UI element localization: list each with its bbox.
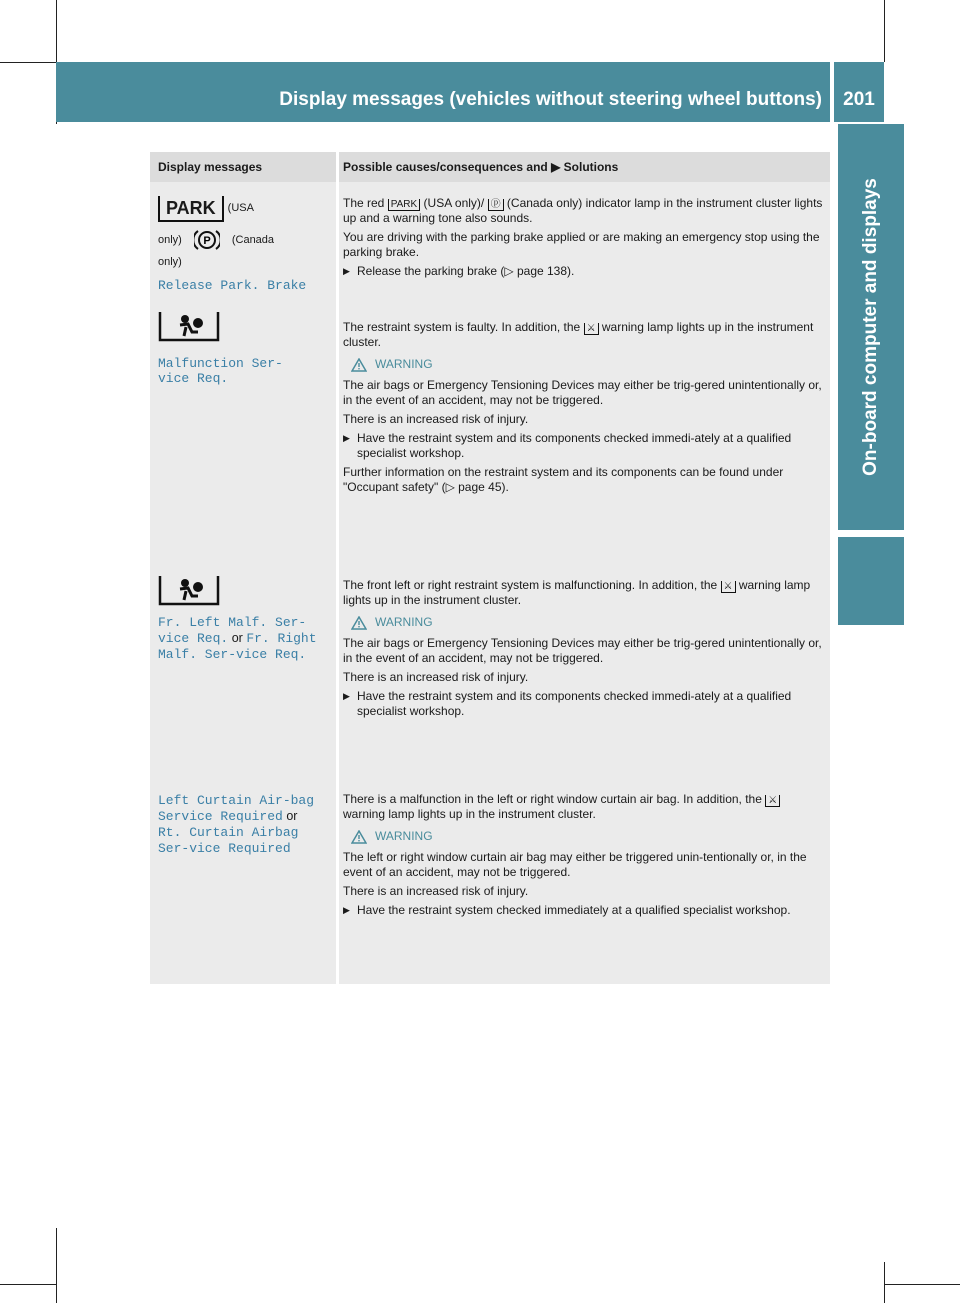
row-4-solution-cell bbox=[343, 792, 825, 922]
usa-note: (USA bbox=[227, 202, 254, 214]
airbag-warning-lamp-icon: ⚔ bbox=[721, 581, 736, 593]
park-lamp-icon: PARK bbox=[388, 199, 421, 211]
warning-label: WARNING bbox=[375, 829, 433, 843]
row-1-solution-cell bbox=[343, 196, 825, 283]
airbag-warning-lamp-icon: ⚔ bbox=[765, 795, 780, 807]
step-text: Have the restraint system and its components checked immedi-ately at a qualified specialist workshop. bbox=[357, 431, 792, 460]
row-2-message-cell bbox=[158, 312, 328, 386]
airbag-warning-lamp-icon bbox=[158, 312, 220, 342]
warning-heading bbox=[351, 357, 825, 372]
solution-step bbox=[343, 903, 825, 918]
row-1-message-cell bbox=[158, 196, 328, 293]
or-text: or bbox=[286, 809, 298, 823]
airbag-warning-lamp-icon: ⚔ bbox=[584, 323, 599, 335]
risk-text: There is an increased risk of injury. bbox=[343, 412, 529, 426]
warning-label: WARNING bbox=[375, 357, 433, 371]
warning-triangle-icon bbox=[351, 830, 367, 844]
crop-mark bbox=[884, 1284, 960, 1285]
text: The restraint system is faulty. In addition, the bbox=[343, 320, 581, 334]
crop-mark bbox=[884, 1262, 885, 1303]
warning-heading bbox=[351, 615, 825, 630]
step-text: Have the restraint system and its components checked immedi-ately at a qualified specialist workshop. bbox=[357, 689, 792, 718]
warning-text: The air bags or Emergency Tensioning Devices may either be trig-gered unintentionally or, in the event of an accident, may not be triggered. bbox=[343, 636, 822, 665]
arrow-icon: ▶ bbox=[343, 691, 350, 701]
canada-note: (Canada bbox=[231, 234, 275, 246]
front-right-malfunction-message: Fr. Right Malf. Ser-vice Req. bbox=[158, 631, 317, 662]
row-2-solution-cell bbox=[343, 320, 825, 499]
crop-mark bbox=[884, 0, 885, 62]
solution-step bbox=[343, 431, 825, 461]
front-left-malfunction-message: Fr. Left Malf. Ser-vice Req. bbox=[158, 615, 307, 646]
only-note: only) bbox=[158, 234, 182, 246]
solution-step bbox=[343, 689, 825, 719]
column-header-solutions: Possible causes/consequences and ▶ Solutions bbox=[343, 160, 619, 174]
page-number: 201 bbox=[843, 89, 875, 110]
text: The red bbox=[343, 196, 385, 210]
section-side-tab-label: On-board computer and displays bbox=[860, 178, 881, 476]
row-3-solution-cell bbox=[343, 578, 825, 723]
warning-heading bbox=[351, 829, 825, 844]
text: warning lamp lights up in the instrument cluster. bbox=[343, 807, 596, 821]
text: (Canada only) indicator lamp in the instrument cluster lights up and a warning tone also sounds. bbox=[343, 196, 823, 225]
cause-text: You are driving with the parking brake applied or are making an emergency stop using the parking brake. bbox=[343, 230, 820, 259]
crop-mark bbox=[0, 1284, 56, 1285]
warning-triangle-icon bbox=[351, 616, 367, 630]
step-text: Release the parking brake (▷ page 138). bbox=[357, 264, 575, 278]
text: (USA only)/ bbox=[423, 196, 485, 210]
display-messages-table bbox=[150, 152, 830, 984]
arrow-icon: ▶ bbox=[343, 905, 350, 915]
park-circle-icon bbox=[194, 228, 220, 252]
text: warning lamp lights up in the instrument cluster. bbox=[343, 578, 811, 607]
warning-text: The air bags or Emergency Tensioning Devices may either be trig-gered unintentionally or, in the event of an accident, may not be triggered. bbox=[343, 378, 822, 407]
row-4-message-cell bbox=[158, 792, 328, 856]
airbag-warning-lamp-icon bbox=[158, 576, 220, 606]
text: warning lamp lights up in the instrument cluster. bbox=[343, 320, 814, 349]
malfunction-message: Malfunction Ser-vice Req. bbox=[158, 356, 283, 386]
crop-mark bbox=[0, 62, 56, 63]
crop-mark bbox=[56, 1228, 57, 1303]
further-info-text: Further information on the restraint system and its components can be found under "Occupant safety" (▷ page 45). bbox=[343, 465, 784, 494]
or-text: or bbox=[231, 631, 243, 645]
warning-text: The left or right window curtain air bag may either be triggered unin-tentionally or, in the event of an accident, may not be triggered. bbox=[343, 850, 807, 879]
table-header bbox=[150, 152, 830, 182]
arrow-icon: ▶ bbox=[343, 266, 350, 276]
park-circle-icon: ⓟ bbox=[488, 199, 504, 211]
warning-label: WARNING bbox=[375, 615, 433, 629]
column-divider bbox=[336, 152, 339, 984]
only-note: only) bbox=[158, 256, 182, 268]
row-3-message-cell bbox=[158, 576, 328, 662]
page-header-title: Display messages (vehicles without steering wheel buttons) bbox=[279, 89, 822, 110]
svg-text:P: P bbox=[203, 235, 211, 247]
risk-text: There is an increased risk of injury. bbox=[343, 884, 529, 898]
arrow-icon: ▶ bbox=[343, 433, 350, 443]
step-text: Have the restraint system checked immediately at a qualified specialist workshop. bbox=[357, 903, 791, 917]
right-curtain-airbag-message: Rt. Curtain Airbag Ser-vice Required bbox=[158, 825, 299, 856]
release-park-brake-message: Release Park. Brake bbox=[158, 278, 307, 293]
warning-triangle-icon bbox=[351, 358, 367, 372]
text: The front left or right restraint system is malfunctioning. In addition, the bbox=[343, 578, 718, 592]
park-brake-lamp-icon: PARK bbox=[158, 196, 224, 222]
solution-step bbox=[343, 264, 825, 279]
section-marker-tab bbox=[838, 537, 904, 625]
column-header-messages: Display messages bbox=[158, 160, 263, 174]
risk-text: There is an increased risk of injury. bbox=[343, 670, 529, 684]
text: There is a malfunction in the left or right window curtain air bag. In addition, the bbox=[343, 792, 762, 806]
left-curtain-airbag-message: Left Curtain Air-bag Service Required bbox=[158, 793, 315, 824]
